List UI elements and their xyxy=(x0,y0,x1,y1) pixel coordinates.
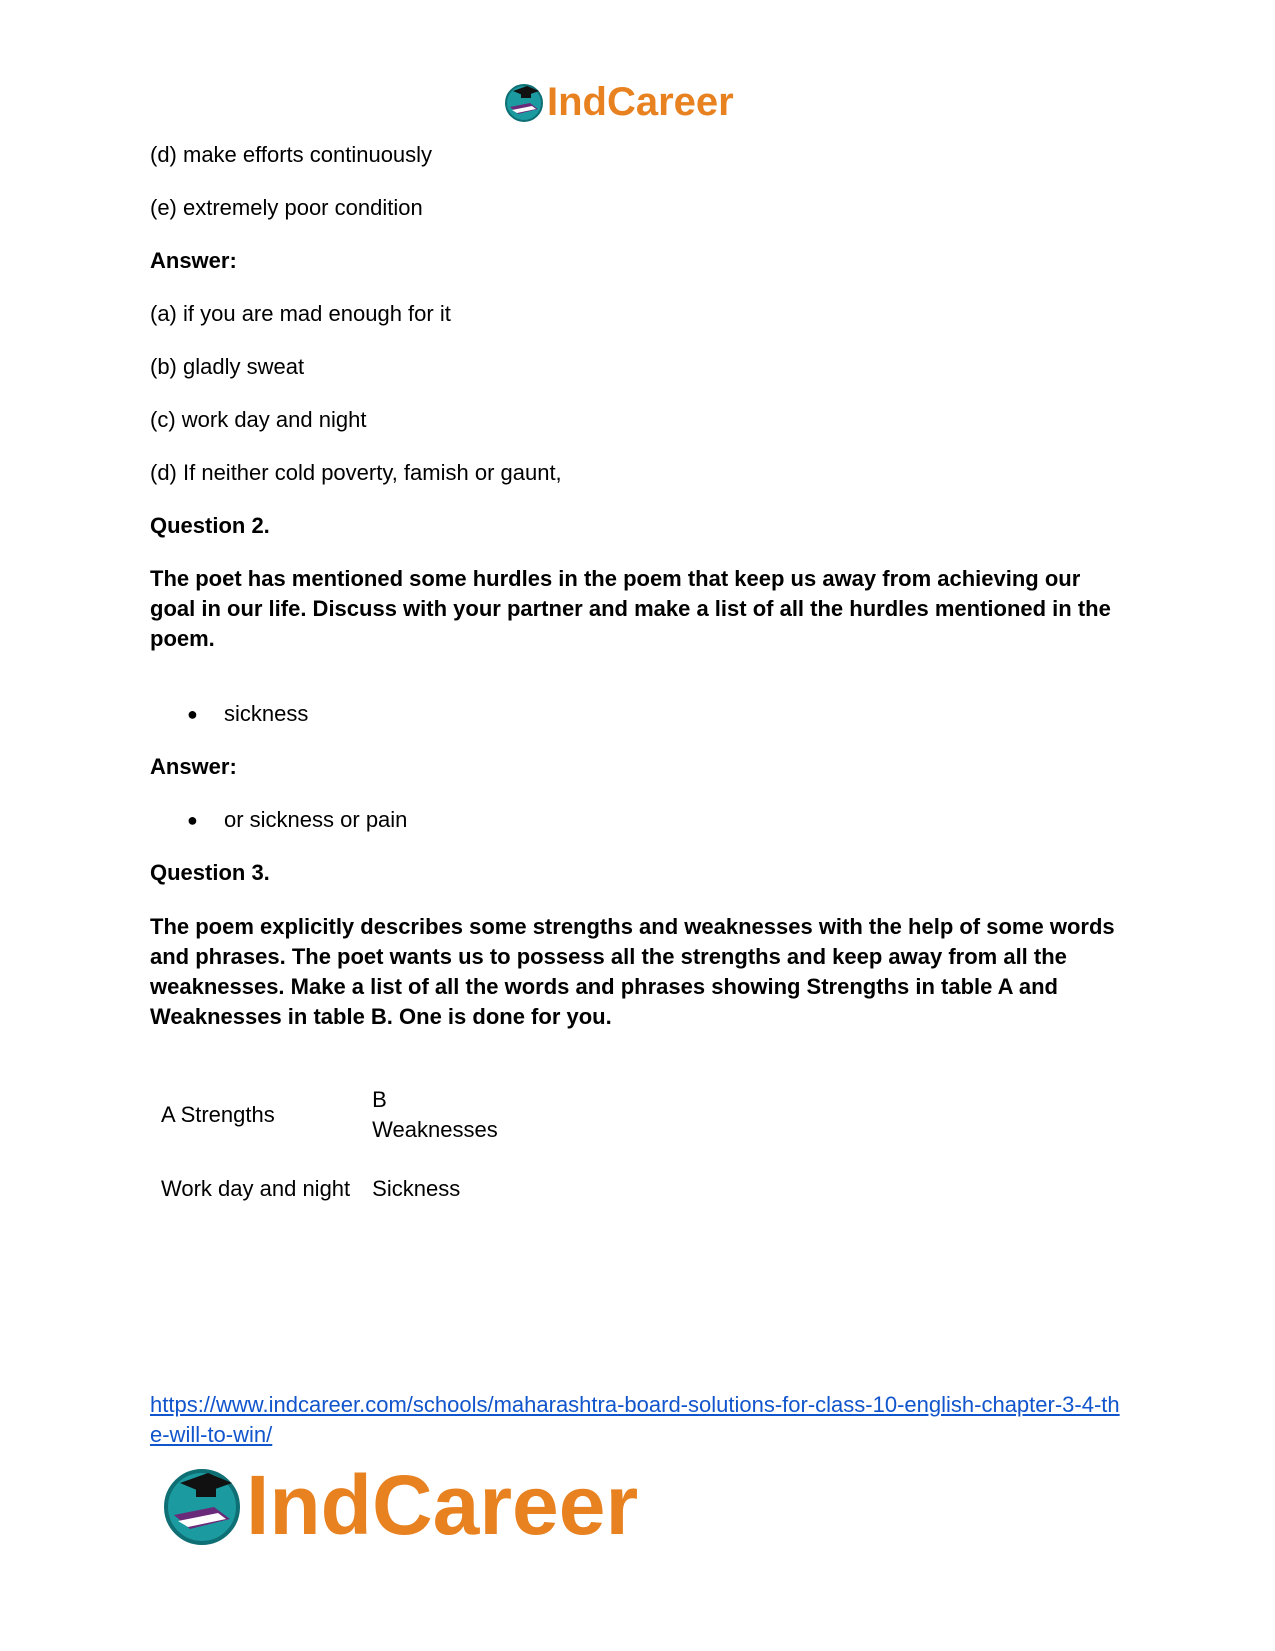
table-header-b xyxy=(361,1078,509,1152)
answer-d: (d) If neither cold poverty, famish or gaunt, xyxy=(150,460,562,485)
answer-heading: Answer: xyxy=(150,754,237,779)
graduation-globe-icon xyxy=(160,1463,244,1547)
table-header-a: A Strengths xyxy=(161,1102,275,1127)
brand-wordmark: IndCareer xyxy=(246,1458,639,1552)
table-cell-strength: Work day and night xyxy=(161,1176,351,1201)
table-cell-weakness: Sickness xyxy=(372,1176,461,1201)
option-e-prompt: (e) extremely poor condition xyxy=(150,195,423,220)
answer-b: (b) gladly sweat xyxy=(150,354,305,379)
strengths-weaknesses-table xyxy=(150,1078,509,1226)
answer-c: (c) work day and night xyxy=(150,407,367,432)
option-d-prompt: (d) make efforts continuously xyxy=(150,142,433,167)
bullet-icon: ● xyxy=(187,704,198,724)
list-item-text: or sickness or pain xyxy=(224,807,408,832)
question-3-text: The poem explicitly describes some strengths and weaknesses with the help of some words and phrases. The poet wants us to possess all the strengths and keep away from all the weaknesses. Make a list of all the words and phrases showing Strengths in table A and Weaknesses in table B. One is done for you. xyxy=(150,914,1115,1029)
answer-heading: Answer: xyxy=(150,248,237,273)
table-row xyxy=(150,1078,509,1152)
brand-wordmark: IndCareer xyxy=(547,80,734,124)
source-link[interactable]: https://www.indcareer.com/schools/maharashtra-board-solutions-for-class-10-english-chapter-3-4-the-will-to-win/ xyxy=(150,1392,1120,1447)
question-2-heading: Question 2. xyxy=(150,513,270,538)
question-3-heading: Question 3. xyxy=(150,860,270,885)
list-item-text: sickness xyxy=(224,701,309,726)
footer-logo xyxy=(160,1460,638,1550)
bullet-icon: ● xyxy=(187,810,198,830)
question-2-text: The poet has mentioned some hurdles in the poem that keep us away from achieving our goal in our life. Discuss with your partner and make a list of all the hurdles mentioned in the poem. xyxy=(150,566,1111,651)
table-header-b-line1: B xyxy=(372,1087,387,1112)
answer-a: (a) if you are mad enough for it xyxy=(150,301,451,326)
header-logo xyxy=(503,80,734,124)
list-item xyxy=(187,699,308,729)
list-item xyxy=(187,805,407,835)
graduation-globe-icon xyxy=(503,81,545,123)
table-header-b-line2: Weaknesses xyxy=(372,1117,498,1142)
table-row xyxy=(150,1152,509,1226)
